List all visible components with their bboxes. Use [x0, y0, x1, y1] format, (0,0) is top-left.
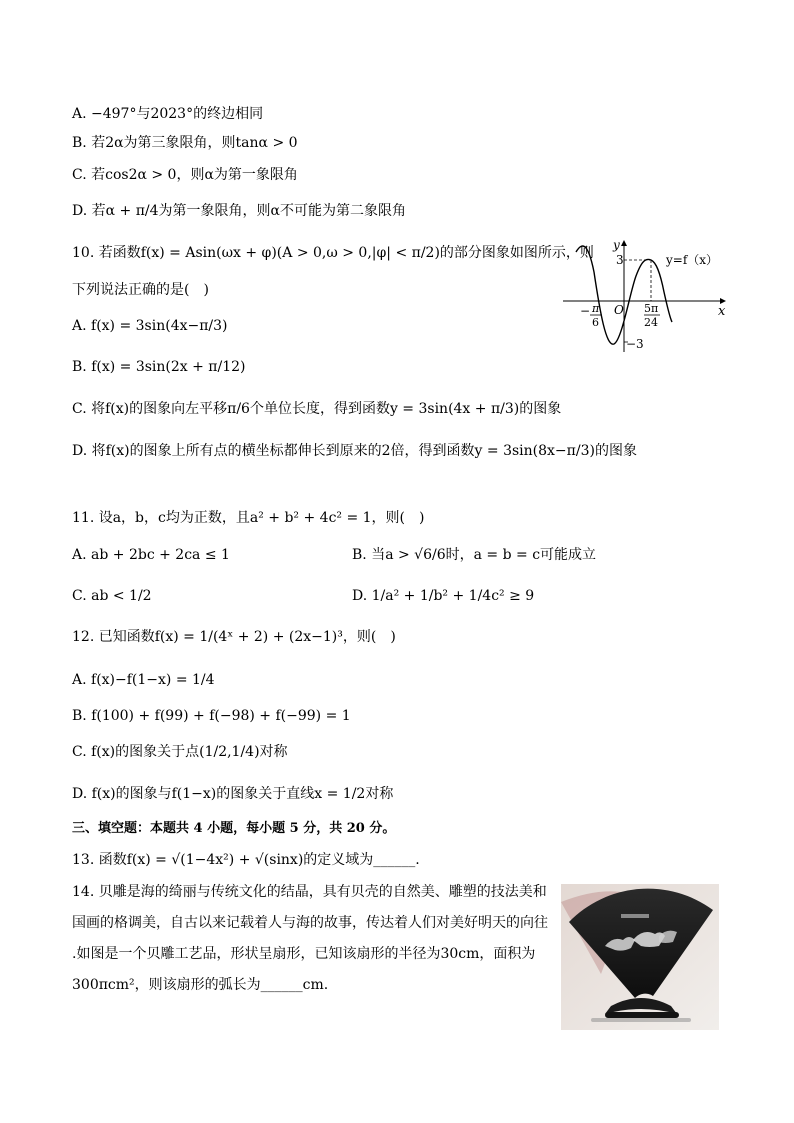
neg-tick-numerator: π	[592, 302, 600, 315]
q11-option-a: A. ab + 2bc + 2ca ≤ 1	[72, 547, 230, 563]
pos-tick-numerator: 5π	[644, 302, 659, 315]
q9-option-c: C. 若cos2α > 0，则α为第一象限角	[72, 167, 298, 183]
q11-stem: 11. 设a，b，c均为正数，且a² + b² + 4c² = 1，则( )	[72, 510, 425, 526]
neg-tick-denominator: 6	[592, 316, 599, 329]
q13-stem: 13. 函数f(x) = √(1−4x²) + √(sinx)的定义域为______.	[72, 852, 420, 868]
y-axis-label: y	[613, 238, 620, 252]
pos-tick-denominator: 24	[644, 316, 658, 329]
q12-option-c: C. f(x)的图象关于点(1/2,1/4)对称	[72, 744, 288, 760]
q14-line2: 国画的格调美，自古以来记载着人与海的故事，传达着人们对美好明天的向往	[72, 915, 548, 931]
q14-line3: .如图是一个贝雕工艺品，形状呈扇形，已知该扇形的半径为30cm，面积为	[72, 946, 536, 962]
q10-stem-line1: 10. 若函数f(x) = Asin(ωx + φ)(A > 0,ω > 0,|φ| < π/2)的部分图象如图所示，则	[72, 245, 594, 261]
y-axis-arrow-icon	[621, 240, 627, 246]
q10-function-graph	[558, 232, 728, 360]
q14-line4: 300πcm²，则该扇形的弧长为______cm.	[72, 977, 329, 993]
section-heading: 三、填空题：本题共 4 小题，每小题 5 分，共 20 分。	[72, 821, 396, 836]
q12-option-b: B. f(100) + f(99) + f(−98) + f(−99) = 1	[72, 708, 351, 724]
q10-option-c: C. 将f(x)的图象向左平移π/6个单位长度，得到函数y = 3sin(4x + π/3)的图象	[72, 401, 562, 417]
origin-label: O	[614, 303, 624, 317]
x-axis-label: x	[718, 304, 726, 319]
q10-option-d: D. 将f(x)的图象上所有点的横坐标都伸长到原来的2倍，得到函数y = 3sin(8x−π/3)的图象	[72, 443, 637, 459]
max-value-label: 3	[616, 253, 624, 267]
q10-option-b: B. f(x) = 3sin(2x + π/12)	[72, 359, 246, 375]
q11-option-c: C. ab < 1/2	[72, 588, 152, 604]
q9-option-b: B. 若2α为第三象限角，则tanα > 0	[72, 135, 298, 151]
q9-option-d: D. 若α + π/4为第一象限角，则α不可能为第二象限角	[72, 203, 406, 219]
q12-option-d: D. f(x)的图象与f(1−x)的图象关于直线x = 1/2对称	[72, 786, 394, 802]
q11-option-d: D. 1/a² + 1/b² + 1/4c² ≥ 9	[352, 588, 535, 604]
q9-option-a: A. −497°与2023°的终边相同	[72, 106, 264, 122]
q12-stem: 12. 已知函数f(x) = 1/(4ˣ + 2) + (2x−1)³，则( )	[72, 629, 396, 645]
q12-option-a: A. f(x)−f(1−x) = 1/4	[72, 672, 215, 688]
min-value-label: −3	[626, 337, 644, 351]
neg-tick-sign: −	[580, 304, 591, 318]
curve-label: y=f（x）	[666, 253, 719, 267]
q14-line1: 14. 贝雕是海的绮丽与传统文化的结晶，具有贝壳的自然美、雕塑的技法美和	[72, 884, 547, 900]
q11-option-b: B. 当a > √6/6时，a = b = c可能成立	[352, 547, 597, 563]
q10-option-a: A. f(x) = 3sin(4x−π/3)	[72, 318, 228, 334]
shell-carving-fan-photo	[561, 884, 719, 1030]
q10-stem-line2: 下列说法正确的是( )	[72, 282, 209, 298]
